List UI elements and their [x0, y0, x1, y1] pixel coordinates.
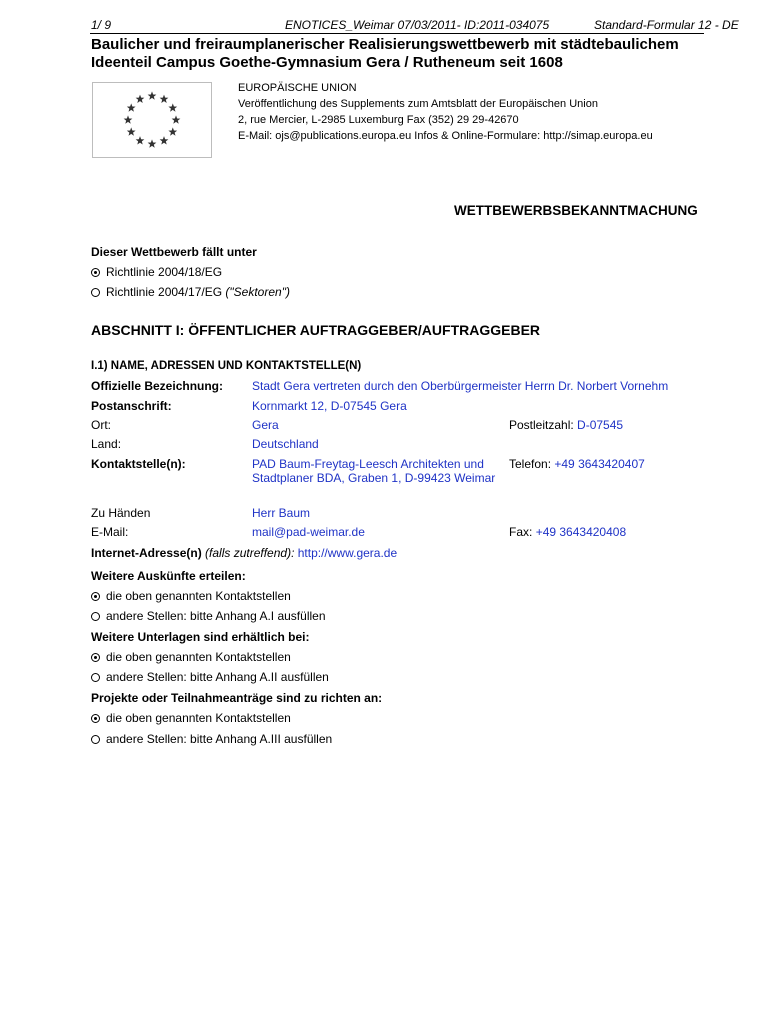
radio-selected-icon[interactable]: [91, 592, 100, 601]
phone-row: [509, 457, 645, 471]
group-heading-documents: Weitere Unterlagen sind erhältlich bei:: [91, 630, 310, 644]
phone-value: +49 3643420407: [554, 457, 645, 471]
option-label: die oben genannten Kontaktstellen: [106, 650, 291, 664]
group-heading-info: Weitere Auskünfte erteilen:: [91, 569, 246, 583]
fax-label: Fax:: [509, 525, 533, 539]
option-label: andere Stellen: bitte Anhang A.II ausfüllen: [106, 670, 329, 684]
group-submit-option-1[interactable]: [91, 711, 291, 725]
internet-row: [91, 546, 397, 560]
header-divider: [90, 33, 704, 34]
city-value: Gera: [252, 418, 279, 432]
directive-option-2[interactable]: [91, 285, 290, 299]
internet-link[interactable]: http://www.gera.de: [297, 546, 398, 560]
radio-unselected-icon[interactable]: [91, 612, 100, 621]
eu-publisher-info: [238, 80, 653, 144]
email-label: E-Mail:: [91, 525, 129, 539]
document-id: ENOTICES_Weimar 07/03/2011- ID:2011-034075: [285, 18, 550, 32]
zip-row: [509, 418, 623, 432]
eu-address: 2, rue Mercier, L-2985 Luxemburg Fax (352) 29 29-42670: [238, 114, 519, 126]
notice-title: WETTBEWERBSBEKANNTMACHUNG: [454, 203, 698, 218]
title-line-1: Baulicher und freiraumplanerischer Realisierungswettbewerb mit städtebaulichem: [91, 36, 679, 53]
option-label: andere Stellen: bitte Anhang A.III ausfüllen: [106, 732, 333, 746]
option-label: Richtlinie 2004/18/EG: [106, 265, 223, 279]
group-info-option-2[interactable]: [91, 609, 326, 623]
zip-value: D-07545: [577, 418, 624, 432]
eu-star: [127, 127, 136, 135]
country-value: Deutschland: [252, 437, 319, 451]
postal-value: Kornmarkt 12, D-07545 Gera: [252, 399, 407, 413]
eu-star: [148, 139, 157, 147]
official-name-value: Stadt Gera vertreten durch den Oberbürgermeister Herrn Dr. Norbert Vornehm: [252, 379, 669, 393]
eu-star: [172, 115, 181, 123]
internet-label: Internet-Adresse(n): [91, 546, 202, 560]
eu-star: [160, 95, 169, 103]
eu-flag: [92, 82, 212, 158]
group-submit-option-2[interactable]: [91, 732, 332, 746]
title-line-2: Ideenteil Campus Goethe-Gymnasium Gera / Rutheneum seit 1608: [91, 54, 563, 71]
eu-star: [124, 115, 133, 123]
eu-name: EUROPÄISCHE UNION: [238, 82, 357, 94]
eu-stars-icon: [93, 83, 211, 157]
contact-label: Kontaktstelle(n):: [91, 457, 186, 471]
eu-star: [127, 103, 136, 111]
group-heading-submissions: Projekte oder Teilnahmeanträge sind zu richten an:: [91, 691, 383, 705]
form-name: Standard-Formular 12 - DE: [594, 18, 739, 32]
email-value[interactable]: mail@pad-weimar.de: [252, 525, 365, 539]
radio-selected-icon[interactable]: [91, 714, 100, 723]
radio-unselected-icon[interactable]: [91, 735, 100, 744]
group-info-option-1[interactable]: [91, 589, 291, 603]
radio-selected-icon[interactable]: [91, 653, 100, 662]
page-number: 1/ 9: [91, 18, 112, 32]
directive-heading: Dieser Wettbewerb fällt unter: [91, 245, 257, 259]
eu-star: [136, 136, 145, 144]
eu-contact: E-Mail: ojs@publications.europa.eu Infos & Online-Formulare: http://simap.europa.eu: [238, 130, 653, 142]
option-label: die oben genannten Kontaktstellen: [106, 589, 291, 603]
attention-label: Zu Händen: [91, 506, 151, 520]
group-docs-option-2[interactable]: [91, 670, 329, 684]
option-label: andere Stellen: bitte Anhang A.I ausfüllen: [106, 609, 326, 623]
option-label: die oben genannten Kontaktstellen: [106, 711, 291, 725]
eu-supplement: Veröffentlichung des Supplements zum Amtsblatt der Europäischen Union: [238, 98, 598, 110]
official-name-label: Offizielle Bezeichnung:: [91, 379, 224, 393]
postal-label: Postanschrift:: [91, 399, 172, 413]
eu-star: [168, 103, 177, 111]
contact-value: PAD Baum-Freytag-Leesch Architekten und Stadtplaner BDA, Graben 1, D-99423 Weimar: [252, 457, 496, 485]
fax-value: +49 3643420408: [535, 525, 627, 539]
document-title: [91, 36, 721, 72]
subsection-heading: I.1) NAME, ADRESSEN UND KONTAKTSTELLE(N): [91, 360, 362, 372]
directive-option-1[interactable]: [91, 265, 222, 279]
zip-label: Postleitzahl:: [509, 418, 574, 432]
fax-row: [509, 525, 626, 539]
attention-value: Herr Baum: [252, 506, 311, 520]
eu-star: [168, 127, 177, 135]
radio-selected-icon[interactable]: [91, 268, 100, 277]
radio-unselected-icon[interactable]: [91, 288, 100, 297]
option-label: Richtlinie 2004/17/EG: [106, 285, 226, 299]
radio-unselected-icon[interactable]: [91, 673, 100, 682]
eu-star: [148, 91, 157, 99]
group-docs-option-1[interactable]: [91, 650, 291, 664]
internet-note: (falls zutreffend):: [205, 546, 295, 560]
option-note: ("Sektoren"): [225, 285, 290, 299]
section-heading: ABSCHNITT I: ÖFFENTLICHER AUFTRAGGEBER/AUFTRAGGEBER: [91, 322, 541, 338]
phone-label: Telefon:: [509, 457, 552, 471]
country-label: Land:: [91, 437, 122, 451]
eu-star: [160, 136, 169, 144]
eu-star: [136, 95, 145, 103]
city-label: Ort:: [91, 418, 111, 432]
